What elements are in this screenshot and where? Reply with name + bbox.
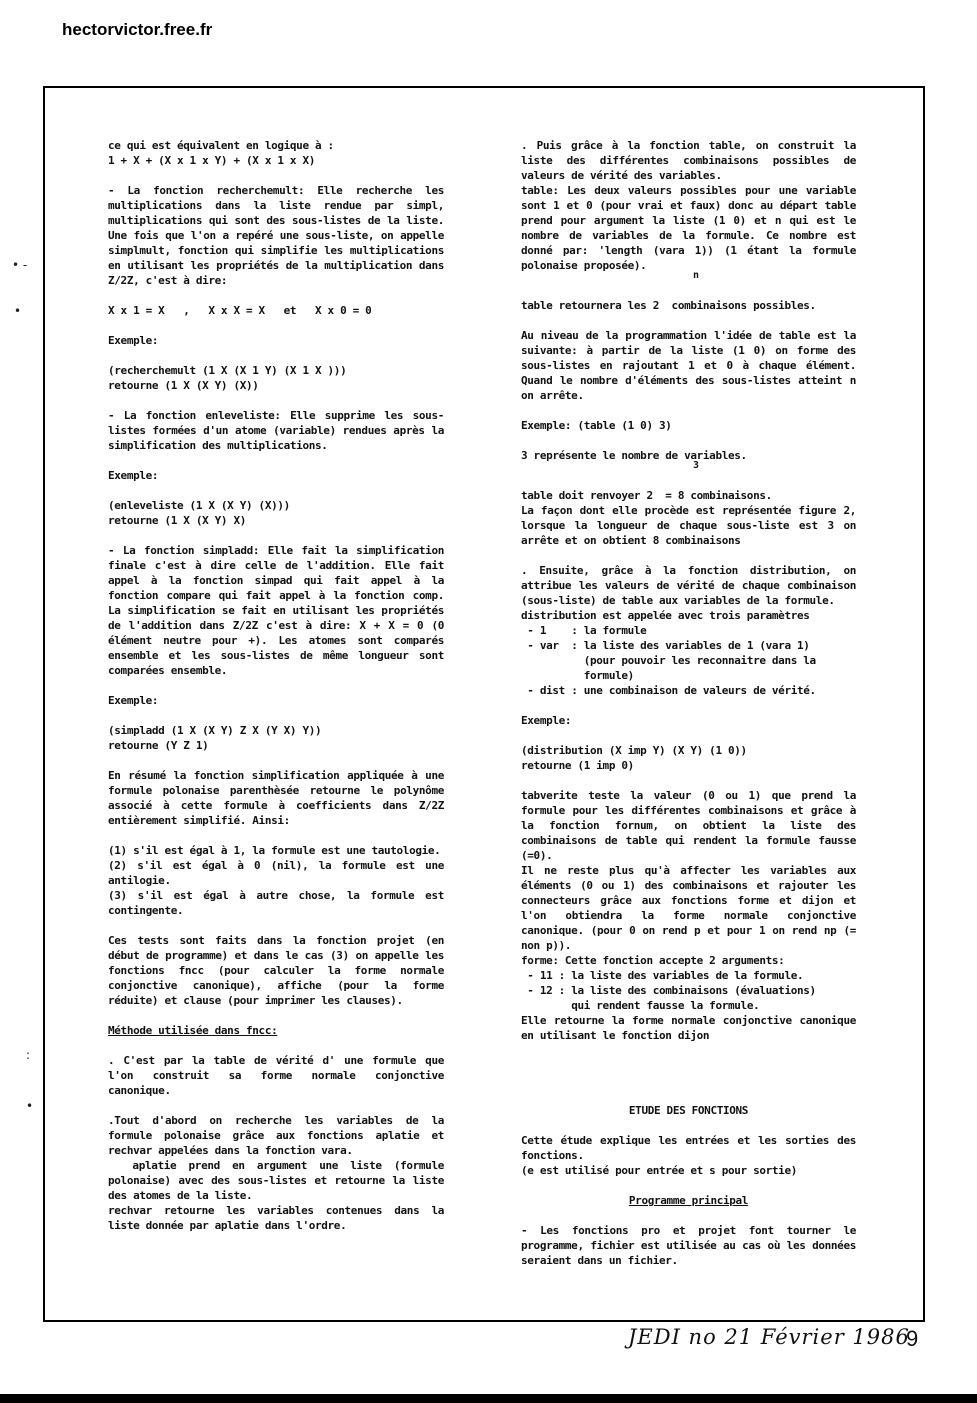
paragraph: (1) s'il est égal à 1, la formule est une tautologie. (2) s'il est égal à 0 (nil), la formule est une antilogie. (3) s'il est égal à autre chose, la formule est contingente.	[108, 844, 444, 917]
right-column	[521, 138, 863, 1283]
paragraph: Ces tests sont faits dans la fonction projet (en début de programme) et dans le cas (3) on appelle les fonctions fncc (pour calculer la forme normale conjonctive canonique), affiche (pour la forme réduite) et clause (pour imprimer les clauses).	[108, 934, 451, 1007]
paragraph: - La fonction recherchemult: Elle recherche les multiplications dans la liste rendue par simpl, multiplications qui sont des sous-listes de la liste. Une fois que l'on a repéré une sous-liste, on appelle simplmult, fonction qui simplifie les multiplications en utilisant les propriétés de la multiplication dans Z/2Z, c'est à dire:	[108, 184, 451, 287]
paragraph: Exemple:	[108, 334, 159, 347]
paragraph: - La fonction simpladd: Elle fait la simplification finale c'est à dire celle de l'addition. Elle fait appel à la fonction simpad qui fait appel à la fonction compare qui fait appel à la fonction comp. La simplification se fait en utilisant les propriétés de l'addition dans Z/2Z c'est à dire: X + X = 0 (0 élément neutre pour +). Les atomes sont comparés ensemble et les sous-listes de même longueur sont comparées ensemble.	[108, 544, 451, 677]
paragraph: 3	[693, 460, 699, 471]
paragraph: - La fonction enleveliste: Elle supprime les sous-listes formées d'un atome (variable) rendues après la simplification des multiplications.	[108, 409, 451, 452]
paragraph: 3 représente le nombre de variables.	[521, 449, 747, 462]
paragraph: 1 + X + (X x 1 x Y) + (X x 1 x X)	[108, 154, 315, 167]
paragraph: tabverite teste la valeur (0 ou 1) que prend la formule pour les différentes combinaisons et grâce à la fonction fornum, on obtient la liste des combinaisons de table qui rendent la formule fausse (=0). Il ne reste plus qu'à affecter les variables aux éléments (0 ou 1) des combinaisons et rajouter les connecteurs grâce aux fonctions forme et dijon et l'on obtiendra la forme normale conjonctive canonique. (pour 0 on rend p et pour 1 on rend np (= non p)). forme: Cette fonction accepte 2 arguments: - 11 : la liste des variables de la formule. - 12 : la liste des combinaisons (évaluations) qui rendent fausse la formule. Elle retourne la forme normale conjonctive canonique en utilisant le fonction dijon	[521, 789, 856, 1042]
paragraph: ETUDE DES FONCTIONS	[628, 1104, 749, 1117]
paragraph: - Les fonctions pro et projet font tourner le programme, fichier est utilisée au cas où les données seraient dans un fichier.	[521, 1224, 863, 1267]
scan-bottom-edge	[0, 1394, 977, 1403]
paragraph: (enleveliste (1 X (X Y) (X))) retourne (1 X (X Y) X)	[108, 499, 290, 527]
paragraph: Au niveau de la programmation l'idée de table est la suivante: à partir de la liste (1 0) on forme des sous-listes en rajoutant 1 et 0 à chaque élément. Quand le nombre d'éléments des sous-listes atteint n on arrête.	[521, 329, 863, 402]
paragraph: . Ensuite, grâce à la fonction distribution, on attribue les valeurs de vérité de chaque combinaison (sous-liste) de table aux variables de la formule. distribution est appelée avec trois paramètres - 1 : la formule - var : la liste des variables de 1 (vara 1) (pour pouvoir les reconnaitre dans la formule) - dist : une combinaison de valeurs de vérité.	[521, 564, 856, 697]
paragraph: (recherchemult (1 X (X 1 Y) (X 1 X ))) retourne (1 X (X Y) (X))	[108, 364, 347, 392]
scan-mark: • -	[12, 258, 28, 272]
paragraph: table retournera les 2 combinaisons possibles.	[521, 299, 816, 312]
paragraph: n	[693, 270, 699, 281]
scan-mark: •	[14, 304, 22, 318]
scan-mark: •	[26, 1099, 34, 1113]
paragraph	[521, 1058, 856, 1088]
paragraph: (distribution (X imp Y) (X Y) (1 0)) retourne (1 imp 0)	[521, 744, 747, 772]
left-column	[108, 138, 451, 1248]
paragraph: Exemple:	[108, 694, 159, 707]
paragraph: Exemple:	[521, 714, 572, 727]
paragraph: table doit renvoyer 2 = 8 combinaisons. La façon dont elle procède est représentée figure 2, lorsque la longueur de chaque sous-liste est 3 on arrête et on obtient 8 combinaisons	[521, 489, 856, 547]
scan-mark: :	[26, 1048, 31, 1062]
paragraph: Cette étude explique les entrées et les sorties des fonctions. (e est utilisé pour entrée et s pour sortie)	[521, 1134, 856, 1177]
paragraph: ce qui est équivalent en logique à :	[108, 139, 334, 152]
paragraph: . C'est par la table de vérité d' une formule que l'on construit sa forme normale conjonctive canonique.	[108, 1054, 451, 1097]
paragraph: X x 1 = X , X x X = X et X x 0 = 0	[108, 304, 372, 317]
paragraph: En résumé la fonction simplification appliquée à une formule polonaise parenthèsée retourne le polynôme associé à cette formule à coefficients dans Z/2Z entièrement simplifié. Ainsi:	[108, 769, 451, 827]
paragraph: Méthode utilisée dans fncc:	[108, 1024, 278, 1037]
paragraph: .Tout d'abord on recherche les variables de la formule polonaise grâce aux fonctions aplatie et rechvar appelées dans la fonction vara. aplatie prend en argument une liste (formule polonaise) avec des sous-listes et retourne la liste des atomes de la liste. rechvar retourne les variables contenues dans la liste donnée par aplatie dans l'ordre.	[108, 1114, 445, 1232]
paragraph: (simpladd (1 X (X Y) Z X (Y X) Y)) retourne (Y Z 1)	[108, 724, 322, 752]
paragraph: Programme principal	[628, 1194, 749, 1207]
paragraph: Exemple:	[108, 469, 159, 482]
site-header: hectorvictor.free.fr	[62, 20, 213, 39]
paragraph: Exemple: (table (1 0) 3)	[521, 419, 672, 432]
page-number: 9	[906, 1326, 919, 1351]
paragraph: . Puis grâce à la fonction table, on construit la liste des différentes combinaisons possibles de valeurs de vérité des variables. table: Les deux valeurs possibles pour une variable sont 1 et 0 (pour vrai et faux) donc au départ table prend pour argument la liste (1 0) et n qui est le nombre de variables de la formule. Ce nombre est donné par: 'length (vara 1)) (1 étant la formule polonaise proposée).	[521, 139, 856, 272]
journal-footer: JEDI no 21 Février 1986	[628, 1325, 910, 1349]
